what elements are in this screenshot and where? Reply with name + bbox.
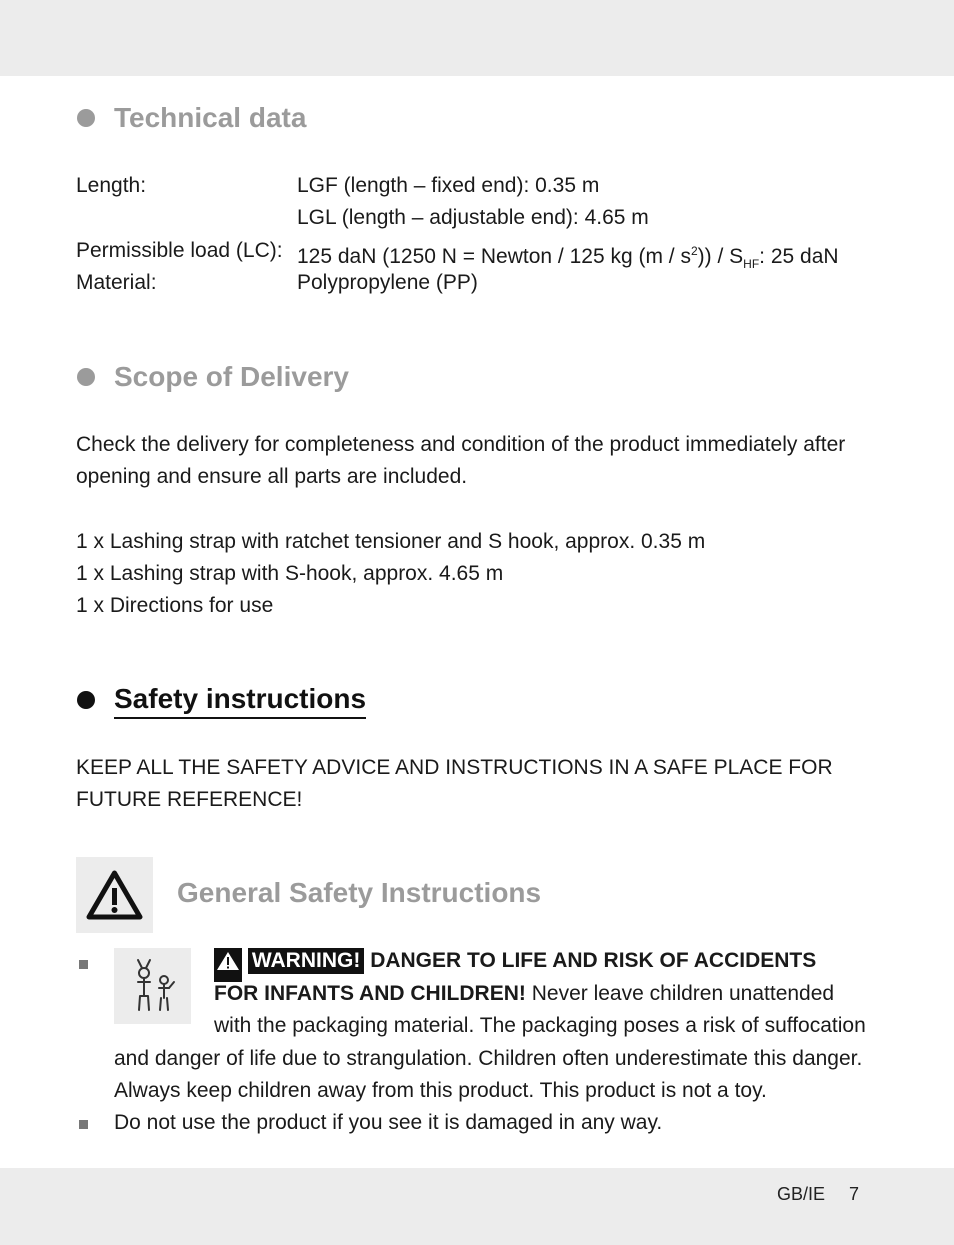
tech-label-length: Length:: [76, 174, 147, 197]
bullet-icon: [77, 109, 95, 127]
warning-line5: Always keep children away from this product. This product is not a toy.: [114, 1079, 767, 1102]
keep-advice-line2: FUTURE REFERENCE!: [76, 788, 303, 811]
warning-triangle-icon: [76, 857, 153, 933]
tech-value-lgl: LGL (length – adjustable end): 4.65 m: [297, 206, 649, 229]
bottom-band: [0, 1168, 954, 1245]
footer-region: GB/IE: [777, 1184, 826, 1204]
general-safety-heading: General Safety Instructions: [177, 877, 542, 908]
tech-label-material: Material:: [76, 271, 157, 294]
square-bullet-icon: [79, 960, 88, 969]
warning-line3: with the packaging material. The packaging poses a risk of suffocation: [214, 1014, 866, 1037]
square-bullet-icon: [79, 1120, 88, 1129]
scope-intro-line1: Check the delivery for completeness and condition of the product immediately after: [76, 433, 846, 456]
scope-item-2: 1 x Lashing strap with S-hook, approx. 4.65 m: [76, 562, 504, 585]
tech-label-load: Permissible load (LC):: [76, 239, 283, 262]
warning-bold-2: FOR INFANTS AND CHILDREN!: [214, 982, 526, 1005]
top-band: [0, 0, 954, 76]
scope-item-1: 1 x Lashing strap with ratchet tensioner and S hook, approx. 0.35 m: [76, 530, 706, 553]
scope-item-3: 1 x Directions for use: [76, 594, 274, 617]
keep-advice-line1: KEEP ALL THE SAFETY ADVICE AND INSTRUCTIONS IN A SAFE PLACE FOR: [76, 756, 833, 779]
bullet-icon: [77, 691, 95, 709]
safety-heading: Safety instructions: [114, 683, 366, 719]
scope-heading: Scope of Delivery: [114, 361, 349, 392]
tech-value-material: Polypropylene (PP): [297, 271, 478, 294]
warning-triangle-icon: [214, 948, 242, 982]
bullet-icon: [77, 368, 95, 386]
warning-bold-1: DANGER TO LIFE AND RISK OF ACCIDENTS: [370, 949, 817, 972]
tech-value-load: 125 daN (1250 N = Newton / 125 kg $(m / s^2)) / S_{HF}$: 25 daN: [297, 244, 839, 272]
technical-data-heading: Technical data: [114, 102, 307, 133]
safety-item-damaged: Do not use the product if you see it is damaged in any way.: [114, 1111, 663, 1134]
warning-line4: and danger of life due to strangulation. Children often underestimate this danger.: [114, 1047, 863, 1070]
tech-value-lgf: LGF (length – fixed end): 0.35 m: [297, 174, 600, 197]
warning-label: WARNING!: [248, 948, 365, 974]
children-icon: [114, 948, 191, 1024]
scope-intro-line2: opening and ensure all parts are included.: [76, 465, 468, 488]
warning-line1: [214, 945, 816, 982]
warning-text-2: Never leave children unattended: [531, 982, 835, 1005]
warning-line2: [214, 978, 834, 1010]
page-number: 7: [849, 1184, 860, 1204]
